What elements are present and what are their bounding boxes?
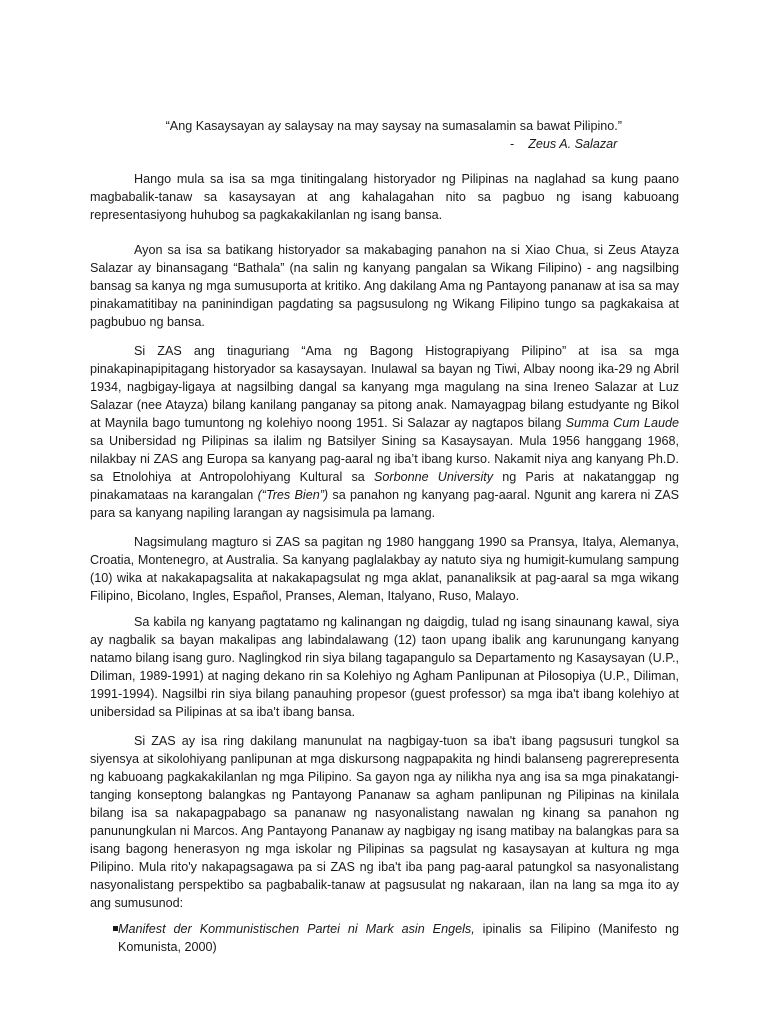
bio-text-d: sa panahon ng kanyang pag-aaral. Ngunit ang karera ni ZAS para sa kanyang napiling larangan ay nagsisimula pa lamang. — [90, 488, 680, 520]
paragraph-bathala: Ayon sa isa sa batikang historyador sa makabaging panahon na si Xiao Chua, si Zeus Atayza Salazar ay binansagang “Bathala” (na salin ng kanyang pangalan sa Wikang Filipino) - ang nagsilbing bansag sa kanya ng mga sumusuporta at kritiko. Ang dakilang Ama ng Pantayong pananaw at isa sa may pinakamatitibay na paninindigan pagdating sa pagsusulong ng Wikang Filipino tungo sa pagkakaisa at pagbubuo ng bansa. — [90, 243, 679, 329]
bio-text-a: Si ZAS ang tinaguriang “Ama ng Bagong Histograpiyang Pilipino” at isa sa mga pinakapinapipitagang historyador sa kasaysayan. Inulawal sa bayan ng Tiwi, Albay noong ika-29 ng Abril 1934, nagbigay-ligaya at nagsilbing dangal sa kanyang mga magulang na sina Ireneo Salazar at Luz Salazar (nee Atayza) bilang kanilang panganay sa pitong anak. Namayagpag bilang estudyante ng Bikol at Maynila bago tumuntong ng kolehiyo noong 1951. Si Salazar ay nagtapos bilang — [90, 344, 679, 430]
paragraph-return: Sa kabila ng kanyang pagtatamo ng kalinangan ng daigdig, tulad ng isang sinaunang kawal, siya ay nagbalik sa bayan makalipas ang labindalawang (12) taon upang ibalik ang karunungang kanyang natamo bilang isang guro. Naglingkod rin siya bilang tagapangulo sa Departamento ng Kasaysayan (U.P., Diliman, 1989-1991) at naging dekano rin sa Kolehiyo ng Agham Panlipunan at Pilosopiya (U.P., Diliman, 1991-1994). Nagsilbi rin siya bilang panauhing propesor (guest professor) sa mga iba't ibang kolehiyo at unibersidad sa Pilipinas at sa iba't ibang bansa. — [90, 615, 679, 719]
bio-text-b: sa Unibersidad ng Pilipinas sa ilalim ng Batsilyer Sining sa Kasaysayan. Mula 1956 hanggang 1968, nilakbay ni ZAS ang Europa sa kanyang pag-aaral ng iba’t ibang kurso. Nakamit niya ang kanyang Ph.D. sa Etnolohiya at Antropolohiyang Kultural sa — [90, 434, 679, 484]
epigraph-quote: “Ang Kasaysayan ay salaysay na may saysay na sumasalamin sa bawat Pilipino.” — [165, 119, 622, 133]
bio-sorbonne: Sorbonne University — [374, 470, 494, 484]
bullet-square-icon — [113, 926, 118, 931]
paragraph-intro: Hango mula sa isa sa mga tinitingalang historyador ng Pilipinas na naglahad sa kung paano magbabalik-tanaw sa kasaysayan at ang kahalagahan nito sa pagbuo ng isang kabuoang representasiyong huhubog sa pagkakakilanlan ng isang bansa. — [90, 172, 679, 222]
attribution-dash: - — [510, 137, 515, 151]
work-title: Manifest der Kommunistischen Partei ni Mark asin Engels, — [118, 922, 475, 936]
paragraph-pantayong-pananaw: Si ZAS ay isa ring dakilang manunulat na nagbigay-tuon sa iba't ibang pagsusuri tungkol sa siyensya at sikolohiyang panlipunan at mga diskursong nagpapakita ng hindi balanseng pagrerepresenta ng kabuoang pagkakakilanlan ng mga Pilipino. Sa gayon nga ay nilikha nya ang isa sa mga pinakatangi-tanging konseptong balangkas ng Pantayong Pananaw sa agham panlipunan ng Pilipinas na kinilala bilang isa sa nakapagpabago sa pananaw ng nasyonalistang nawalan ng kinang sa panahon ng panunungkulan ni Marcos. Ang Pantayong Pananaw ay nagbigay ng isang matibay na balangkas para sa isang bagong henerasyon ng mga iskolar ng Pilipinas sa pagsulat ng kasaysayan at kultura ng mga Pilipino. Mula rito'y nakapagsagawa pa si ZAS ng iba't iba pang pag-aaral patungkol sa nasyonalistang nasyonalistang perspektibo sa pagbabalik-tanaw at pagsusulat ng nakaraan, ilan na lang sa mga ito ay ang sumusunod: — [90, 734, 679, 910]
paragraph-biography — [90, 342, 679, 522]
work-detail: ipinalis sa Filipino (Manifesto ng Komunista, 2000) — [118, 922, 679, 954]
bio-honor-summa: Summa Cum Laude — [565, 416, 680, 430]
works-list — [90, 920, 679, 956]
document-body — [90, 117, 679, 956]
attribution-author: Zeus A. Salazar — [528, 137, 618, 151]
epigraph-attribution — [90, 135, 679, 153]
paragraph-teaching: Nagsimulang magturo si ZAS sa pagitan ng 1980 hanggang 1990 sa Pransya, Italya, Alemanya, Croatia, Montenegro, at Australia. Sa kanyang paglalakbay ay natuto siya ng humigit-kumulang sampung (10) wika at nakakapagsalita at nakakapagsulat ng mga aklat, pananaliksik at pag-aaral sa mga wikang Filipino, Bicolano, Ingles, Español, Pranses, Aleman, Italyano, Ruso, Malayo. — [90, 535, 679, 603]
bio-text-c: ng Paris at nakatanggap ng pinakamataas na karangalan — [90, 470, 679, 502]
list-item — [118, 920, 679, 956]
bio-tres-bien: (“Tres Bien”) — [257, 488, 329, 502]
